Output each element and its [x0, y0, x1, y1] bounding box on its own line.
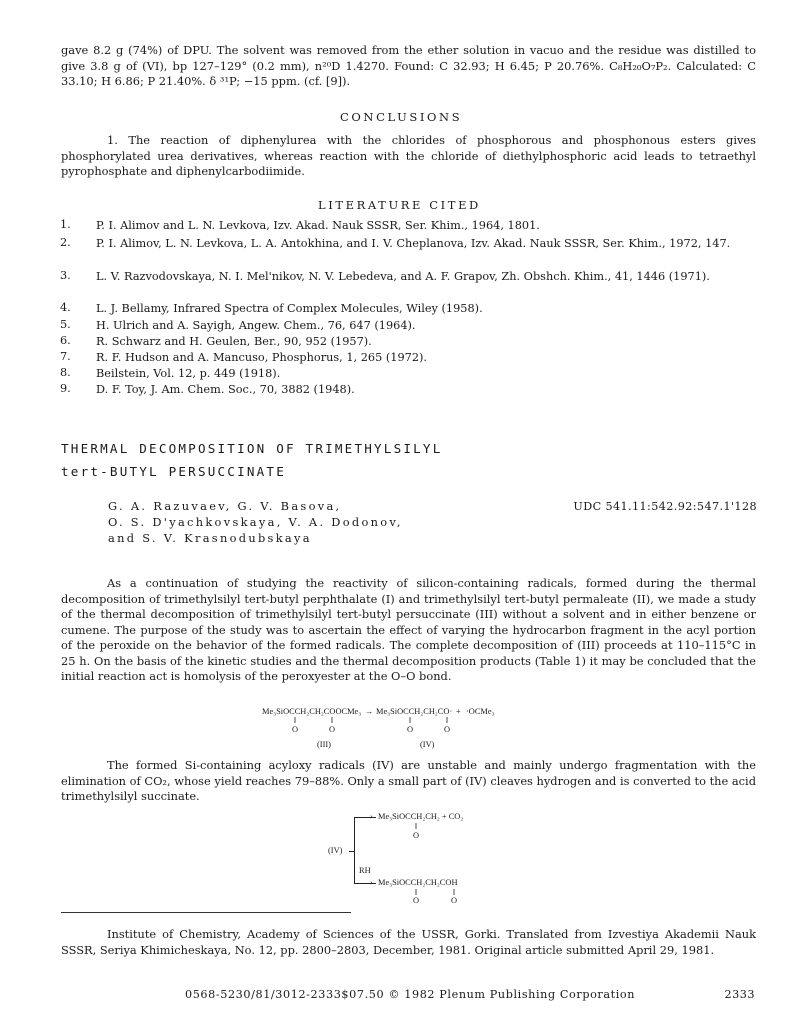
reference-number: 8.: [60, 366, 71, 379]
reference-text: P. I. Alimov, L. N. Levkova, L. A. Antokhina, and I. V. Cheplanova, Izv. Akad. Nauk SSSR, Ser. Khim., 1972, 147.: [96, 237, 731, 250]
product-formula: Me₃SiOCCH₂CH₂CO·: [376, 707, 453, 716]
reference-text: D. F. Toy, J. Am. Chem. Soc., 70, 3882 (1948).: [96, 383, 355, 396]
carbonyl-oxygen: O: [444, 725, 451, 734]
conclusions-heading: CONCLUSIONS: [340, 110, 463, 124]
reference-number: 6.: [60, 334, 71, 347]
compound-label: (IV): [328, 846, 343, 855]
reference-number: 2.: [60, 236, 71, 249]
carbonyl-oxygen: O: [407, 725, 414, 734]
double-bond: ‖: [415, 888, 418, 897]
double-bond: ‖: [415, 822, 418, 831]
author-line: G. A. Razuvaev, G. V. Basova,: [108, 499, 342, 513]
compound-label: (IV): [420, 740, 435, 749]
article-title-line1: THERMAL DECOMPOSITION OF TRIMETHYLSILYL: [61, 441, 443, 456]
carbonyl-oxygen: O: [413, 896, 420, 905]
footnote: Institute of Chemistry, Academy of Sciences of the USSR, Gorki. Translated from Izvestiya Akademii Nauk SSSR, Seriya Khimicheskaya, No. 12, pp. 2800–2803, December, 1981. Original article submitted April 29, 1981.: [61, 927, 756, 958]
author-line: and S. V. Krasnodubskaya: [108, 531, 312, 545]
intro-paragraph: As a continuation of studying the reactivity of silicon-containing radicals, formed during the thermal decomposition of trimethylsilyl tert-butyl perphthalate (I) and trimethylsilyl tert-butyl permaleate (II), we made a study of the thermal decomposition of trimethylsilyl tert-butyl persuccinate (III) without a solvent and in either benzene or cumene. The purpose of the study was to ascertain the effect of varying the hydrocarbon fragment in the acyl portion of the peroxide on the behavior of the formed radicals. The complete decomposition of (III) proceeds at 110–115°C in 25 h. On the basis of the kinetic studies and the thermal decomposition products (Table 1) it may be concluded that the initial reaction act is homolysis of the peroxyester at the O–O bond.: [61, 576, 756, 683]
continuation-paragraph: gave 8.2 g (74%) of DPU. The solvent was removed from the ether solution in vacuo and the residue was distilled to give 3.8 g of (VI), bp 127–129° (0.2 mm), n²⁰D 1.4270. Found: C 32.93; H 6.45; P 20.76%. C₈H₂₀O₇P₂. Calculated: C 33.10; H 6.86; P 21.40%. δ ³¹P; −15 ppm. (cf. [9]).: [61, 43, 756, 88]
page-number: 2333: [724, 988, 755, 1001]
reference-text: H. Ulrich and A. Sayigh, Angew. Chem., 76, 647 (1964).: [96, 319, 416, 332]
reference-number: 1.: [60, 218, 71, 231]
fragmentation-paragraph: The formed Si-containing acyloxy radicals (IV) are unstable and mainly undergo fragmentation with the elimination of CO₂, whose yield reaches 79–88%. Only a small part of (IV) cleaves hydrogen and is converted to the acid trimethylsilyl succinate.: [61, 758, 756, 803]
arrow-head: ›: [370, 878, 373, 887]
double-bond: ‖: [446, 716, 449, 725]
reference-number: 7.: [60, 350, 71, 363]
literature-cited-heading: LITERATURE CITED: [318, 198, 481, 212]
reference-number: 5.: [60, 318, 71, 331]
reference-text: L. J. Bellamy, Infrared Spectra of Complex Molecules, Wiley (1958).: [96, 302, 483, 315]
double-bond: ‖: [331, 716, 334, 725]
carbonyl-oxygen: O: [292, 725, 299, 734]
double-bond: ‖: [453, 888, 456, 897]
reference-number: 9.: [60, 382, 71, 395]
compound-label: (III): [317, 740, 331, 749]
radical-formula: ·OCMe₃: [466, 707, 495, 716]
article-title-line2: tert-BUTYL PERSUCCINATE: [61, 464, 286, 479]
reactant-formula: Me₃SiOCCH₂CH₂COOCMe₃: [262, 707, 362, 716]
reference-text: L. V. Razvodovskaya, N. I. Mel'nikov, N. V. Lebedeva, and A. F. Grapov, Zh. Obshch. Khim., 41, 1446 (1971).: [96, 270, 710, 283]
reagent-label: RH: [359, 866, 371, 875]
plus-sign: +: [456, 707, 461, 716]
footnote-rule: [61, 912, 351, 913]
reference-text: Beilstein, Vol. 12, p. 449 (1918).: [96, 367, 281, 380]
double-bond: ‖: [294, 716, 297, 725]
conclusions-paragraph: 1. The reaction of diphenylurea with the chlorides of phosphorous and phosphonous esters gives phosphorylated urea derivatives, whereas reaction with the chloride of diethylphosphoric acid leads to tetraethyl pyrophosphate and diphenylcarbodiimide.: [61, 133, 756, 178]
scheme-bracket: [354, 817, 355, 884]
reference-number: 4.: [60, 301, 71, 314]
reference-number: 3.: [60, 269, 71, 282]
reference-text: R. F. Hudson and A. Mancuso, Phosphorus, 1, 265 (1972).: [96, 351, 428, 364]
carbonyl-oxygen: O: [451, 896, 458, 905]
reference-text: R. Schwarz and H. Geulen, Ber., 90, 952 (1957).: [96, 335, 372, 348]
arrow-head: ›: [370, 812, 373, 821]
reaction-arrow: →: [365, 707, 374, 716]
acid-product: Me₃SiOCCH₂CH₂COH: [378, 878, 458, 887]
carbonyl-oxygen: O: [413, 831, 420, 840]
publisher-line: 0568-5230/81/3012-2333$07.50 © 1982 Plenum Publishing Corporation: [185, 988, 636, 1001]
author-line: O. S. D'yachkovskaya, V. A. Dodonov,: [108, 515, 403, 529]
carbonyl-oxygen: O: [329, 725, 336, 734]
reference-text: P. I. Alimov and L. N. Levkova, Izv. Akad. Nauk SSSR, Ser. Khim., 1964, 1801.: [96, 219, 540, 232]
double-bond: ‖: [409, 716, 412, 725]
fragmentation-product: Me₃SiOCCH₂CH₂ + CO₂: [378, 812, 464, 821]
udc-code: UDC 541.11:542.92:547.1'128: [573, 500, 757, 513]
